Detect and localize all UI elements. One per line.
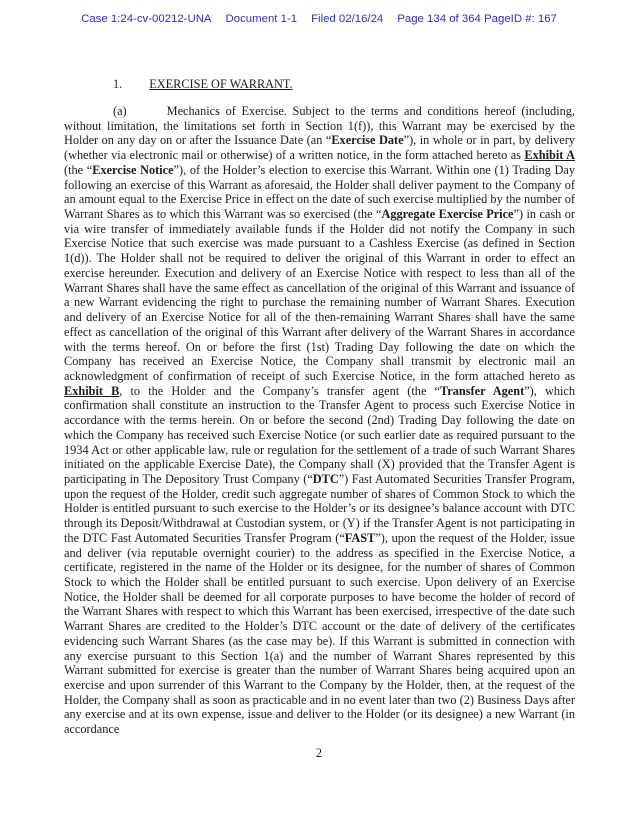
paragraph-text: ”), upon the request of the Holder, issue and deliver (via reputable overnight courier) to the address as specified in the Exercise Notice, a certificate, registered in the name of the Holder or its designee, for the number of shares of Common Stock to which the Holder shall be entitled pursuant to such exercise. Upon delivery of an Exercise Notice, the Holder shall be deemed for all corporate purposes to have become the holder of record of the Warrant Shares with respect to which this Warrant has been exercised, irrespective of the date such Warrant Shares are credited to the Holder’s DTC account or the date of delivery of the certificates evidencing such Warrant Shares (as the case may be). If this Warrant is submitted in connection with any exercise pursuant to this Section 1(a) and the number of Warrant Shares represented by this Warrant submitted for exercise is greater than the number of Warrant Shares being acquired upon an exercise and upon surrender of this Warrant to the Company by the Holder, then, at the request of the Holder, the Company shall as soon as practicable and in no event later than two (2) Business Days after any exercise and at its own expense, issue and deliver to the Holder (or its designee) a new Warrant (in accordance [64,530,575,737]
paragraph-text: (the “ [64,162,93,177]
defined-term: Exhibit A [524,148,575,163]
paragraph-a [64,104,575,737]
section-number: 1. [113,77,123,91]
defined-term: Exercise Notice [92,162,174,177]
paragraph-body [64,104,575,736]
paragraph-text: ”), in whole or in part, by delivery (whether via electronic mail or otherwise) of a written notice, in the form attached hereto as [64,133,575,163]
defined-term: Aggregate Exercise Price [381,207,514,222]
page-number: 2 [315,746,323,760]
filed-date: Filed 02/16/24 [311,13,384,25]
defined-term: Transfer Agent [440,383,525,398]
document-body [64,77,575,749]
defined-term: DTC [312,471,339,486]
case-caption-header [0,13,638,25]
defined-term: FAST [344,530,376,545]
section-title: EXERCISE OF WARRANT. [149,77,293,91]
paragraph-text: Mechanics of Exercise. Subject to the terms and conditions hereof (including, without limitation, the limitations set forth in Section 1(f)), this Warrant may be exercised by the Holder on any day on or after the Issuance Date (an “ [64,104,575,148]
paragraph-text: ”), of the Holder’s election to exercise this Warrant. Within one (1) Trading Day following an exercise of this Warrant as aforesaid, the Holder shall deliver payment to the Company of an amount equal to the Exercise Price in effect on the date of such exercise multiplied by the number of Warrant Shares as to which this Warrant was so exercised (the “ [64,162,575,222]
paragraph-text: ”), which confirmation shall constitute an instruction to the Transfer Agent to process such Exercise Notice in accordance with the terms herein. On or before the second (2nd) Trading Day following the date on which the Company has received such Exercise Notice (or such earlier date as required pursuant to the 1934 Act or other applicable law, rule or regulation for the settlement of a trade of such Warrant Shares initiated on the applicable Exercise Date), the Company shall (X) provided that the Transfer Agent is participating in The Depository Trust Company (“ [64,383,575,486]
paragraph-text: , to the Holder and the Company’s transfer agent (the “ [119,383,440,398]
paragraph-label: (a) [113,104,127,118]
defined-term: Exercise Date [331,133,404,148]
section-heading [113,77,575,92]
case-number: Case 1:24-cv-00212-UNA [81,13,212,25]
paragraph-text: ”) in cash or via wire transfer of immediately available funds if the Holder did not notify the Company in such Exercise Notice that such exercise was made pursuant to a Cashless Exercise (as defined in Section 1(d)). The Holder shall not be required to deliver the original of this Warrant in order to effect an exercise hereunder. Execution and delivery of an Exercise Notice with respect to less than all of the Warrant Shares shall have the same effect as cancellation of the original of this Warrant and issuance of a new Warrant evidencing the right to purchase the remaining number of Warrant Shares. Execution and delivery of an Exercise Notice for all of the then-remaining Warrant Shares shall have the same effect as cancellation of the original of this Warrant after delivery of the Warrant Shares in accordance with the terms hereof. On or before the first (1st) Trading Day following the date on which the Company has received an Exercise Notice, the Company shall transmit by electronic mail an acknowledgment of confirmation of receipt of such Exercise Notice, in the form attached hereto as [64,207,575,383]
document-number: Document 1-1 [225,13,298,25]
defined-term: Exhibit B [64,383,120,398]
paragraph-text: ”) Fast Automated Securities Transfer Program, upon the request of the Holder, credit such aggregate number of shares of Common Stock to which the Holder is entitled pursuant to such exercise to the Holder’s or its designee’s balance account with DTC through its Deposit/Withdrawal at Custodian system, or (Y) if the Transfer Agent is not participating in the DTC Fast Automated Securities Transfer Program (“ [64,471,575,545]
page-id: Page 134 of 364 PageID #: 167 [397,13,557,25]
